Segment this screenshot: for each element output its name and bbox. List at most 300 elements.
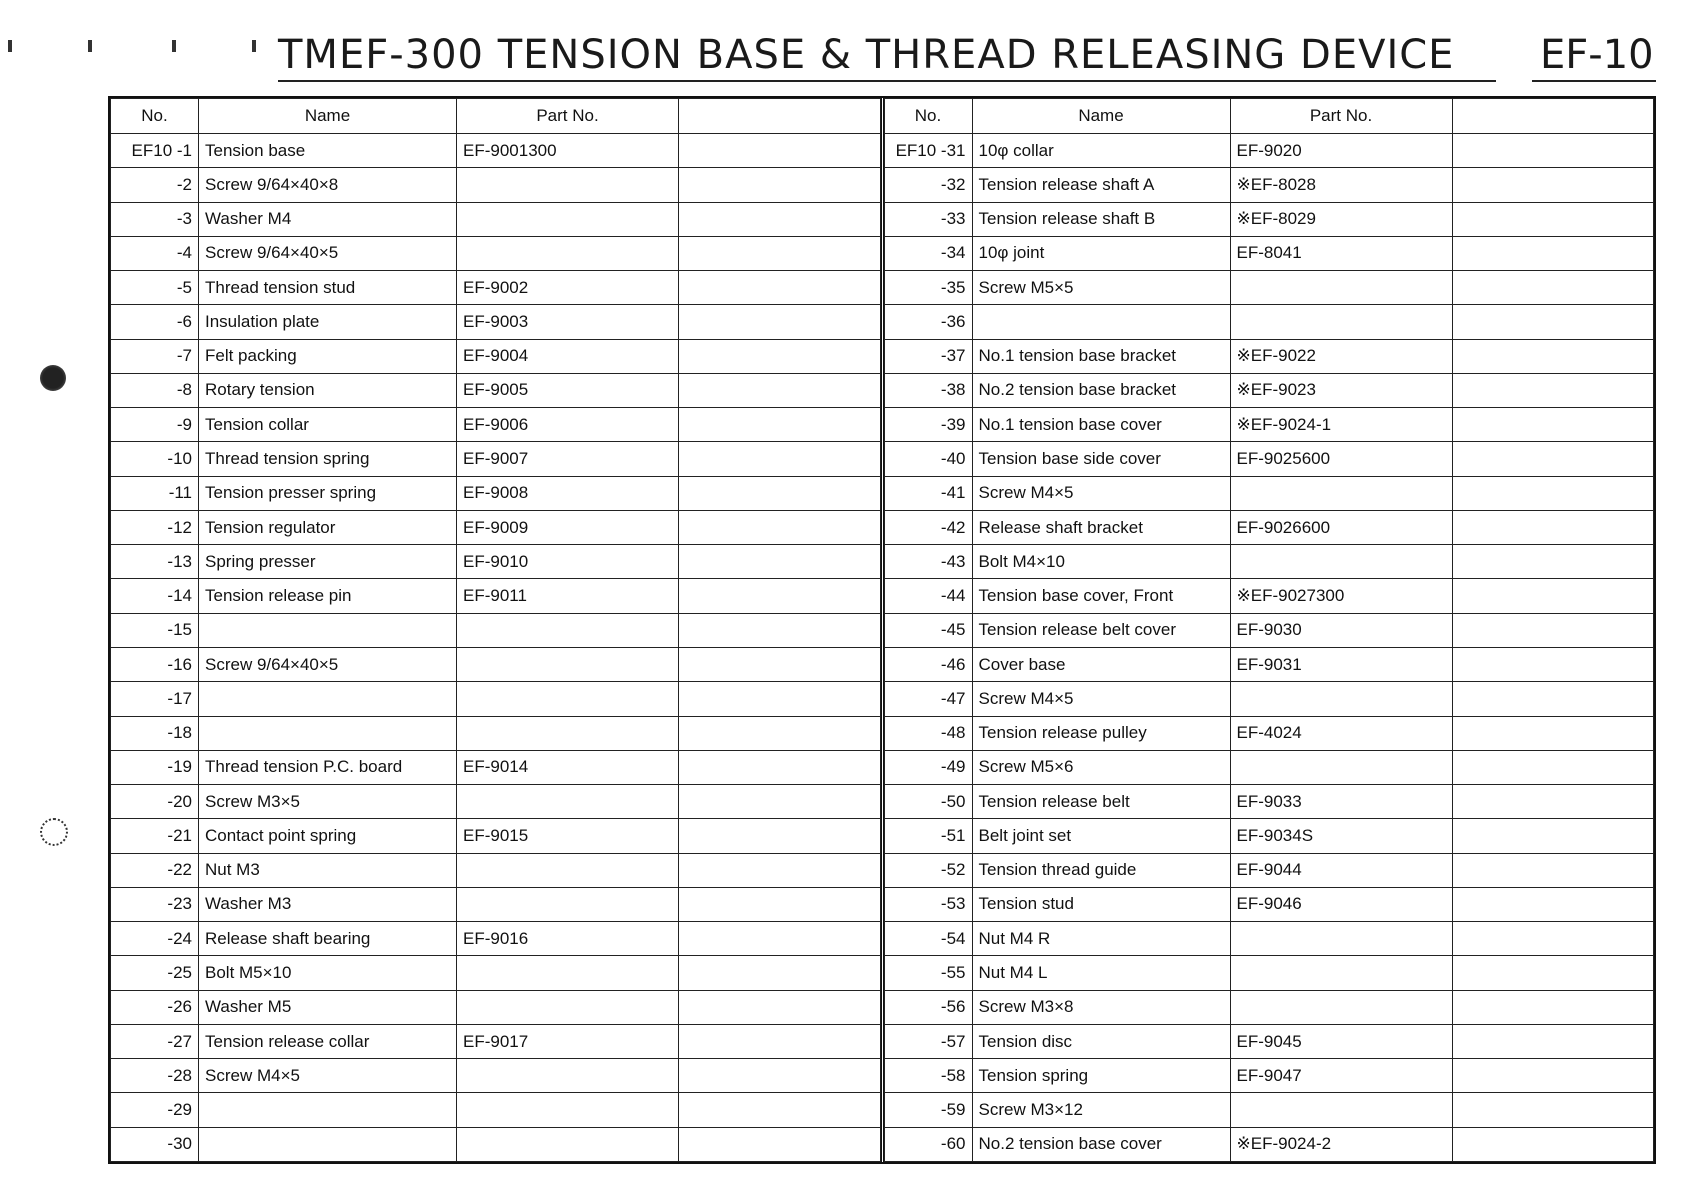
part-code	[1230, 750, 1452, 784]
table-row	[884, 647, 1654, 681]
table-row	[111, 922, 881, 956]
part-number-index: -55	[884, 956, 972, 990]
column-header-part-no: Part No.	[457, 99, 679, 134]
part-number-index: -59	[884, 1093, 972, 1127]
part-code	[1230, 545, 1452, 579]
blank-cell	[1452, 134, 1654, 168]
part-number-index: -47	[884, 682, 972, 716]
part-code: EF-9025600	[1230, 442, 1452, 476]
table-row	[111, 236, 881, 270]
part-code: EF-9033	[1230, 785, 1452, 819]
part-code	[457, 716, 679, 750]
blank-cell	[679, 545, 881, 579]
part-code	[1230, 682, 1452, 716]
table-row	[884, 408, 1654, 442]
part-name: Tension base side cover	[972, 442, 1230, 476]
part-number-index: -38	[884, 373, 972, 407]
part-number-index: -23	[111, 887, 199, 921]
column-header-no: No.	[111, 99, 199, 134]
table-row	[111, 271, 881, 305]
blank-cell	[679, 134, 881, 168]
blank-cell	[679, 1024, 881, 1058]
part-number-index: -26	[111, 990, 199, 1024]
part-name: Tension presser spring	[199, 476, 457, 510]
blank-cell	[1452, 510, 1654, 544]
part-code	[457, 647, 679, 681]
part-number-index: -7	[111, 339, 199, 373]
part-number-index: -51	[884, 819, 972, 853]
blank-cell	[1452, 1127, 1654, 1161]
blank-cell	[1452, 202, 1654, 236]
blank-cell	[1452, 716, 1654, 750]
table-row	[884, 202, 1654, 236]
part-code: EF-9005	[457, 373, 679, 407]
part-name: No.1 tension base cover	[972, 408, 1230, 442]
table-row	[111, 202, 881, 236]
part-name: Screw M4×5	[972, 476, 1230, 510]
part-name: Tension spring	[972, 1059, 1230, 1093]
blank-cell	[679, 887, 881, 921]
part-name: Tension release pin	[199, 579, 457, 613]
table-row	[111, 990, 881, 1024]
blank-cell	[679, 442, 881, 476]
parts-table-right	[881, 98, 1655, 1162]
part-name: Belt joint set	[972, 819, 1230, 853]
part-number-index: -45	[884, 613, 972, 647]
part-code: EF-9014	[457, 750, 679, 784]
part-name: Screw M4×5	[199, 1059, 457, 1093]
binder-mark	[172, 40, 176, 52]
part-name: Tension release shaft B	[972, 202, 1230, 236]
table-row	[111, 442, 881, 476]
part-number-index: -56	[884, 990, 972, 1024]
part-code	[1230, 922, 1452, 956]
part-code: EF-9002	[457, 271, 679, 305]
binder-mark	[8, 40, 12, 52]
part-number-index: -3	[111, 202, 199, 236]
part-name: Screw M3×5	[199, 785, 457, 819]
blank-cell	[1452, 408, 1654, 442]
table-row	[884, 373, 1654, 407]
part-name: No.2 tension base cover	[972, 1127, 1230, 1161]
table-row	[884, 750, 1654, 784]
part-code: EF-9046	[1230, 887, 1452, 921]
part-number-index: -21	[111, 819, 199, 853]
part-code: EF-4024	[1230, 716, 1452, 750]
table-row	[884, 545, 1654, 579]
blank-cell	[1452, 271, 1654, 305]
page-code: EF-10	[1540, 32, 1654, 78]
blank-cell	[1452, 613, 1654, 647]
page-title: TMEF-300 TENSION BASE & THREAD RELEASING DEVICE	[278, 32, 1455, 78]
part-name	[199, 682, 457, 716]
blank-cell	[679, 202, 881, 236]
part-name: Washer M3	[199, 887, 457, 921]
part-code: EF-9011	[457, 579, 679, 613]
part-name: Thread tension P.C. board	[199, 750, 457, 784]
column-header-name: Name	[199, 99, 457, 134]
part-code	[1230, 476, 1452, 510]
table-row	[884, 579, 1654, 613]
blank-cell	[679, 819, 881, 853]
blank-cell	[679, 168, 881, 202]
table-row	[884, 305, 1654, 339]
blank-cell	[679, 647, 881, 681]
blank-cell	[679, 476, 881, 510]
part-number-index: -8	[111, 373, 199, 407]
part-name: Tension disc	[972, 1024, 1230, 1058]
table-row	[111, 853, 881, 887]
part-name: Bolt M5×10	[199, 956, 457, 990]
part-name: Contact point spring	[199, 819, 457, 853]
part-name: Screw M3×8	[972, 990, 1230, 1024]
table-row	[884, 168, 1654, 202]
part-code: EF-9003	[457, 305, 679, 339]
part-code: ※EF-8028	[1230, 168, 1452, 202]
part-code: EF-9044	[1230, 853, 1452, 887]
part-name: Screw 9/64×40×5	[199, 647, 457, 681]
table-row	[884, 956, 1654, 990]
part-code: EF-9020	[1230, 134, 1452, 168]
part-code: EF-9017	[457, 1024, 679, 1058]
table-row	[111, 682, 881, 716]
blank-cell	[1452, 168, 1654, 202]
part-code	[457, 887, 679, 921]
part-number-index: -28	[111, 1059, 199, 1093]
blank-cell	[679, 1093, 881, 1127]
part-code: EF-9008	[457, 476, 679, 510]
part-code	[1230, 305, 1452, 339]
table-row	[884, 613, 1654, 647]
part-number-index: EF10 -1	[111, 134, 199, 168]
part-code: EF-9045	[1230, 1024, 1452, 1058]
blank-cell	[1452, 647, 1654, 681]
blank-cell	[1452, 579, 1654, 613]
part-name: Tension stud	[972, 887, 1230, 921]
blank-cell	[1452, 956, 1654, 990]
part-code: EF-8041	[1230, 236, 1452, 270]
part-code	[457, 990, 679, 1024]
part-number-index: -19	[111, 750, 199, 784]
part-name: Rotary tension	[199, 373, 457, 407]
blank-cell	[1452, 853, 1654, 887]
part-name: Nut M3	[199, 853, 457, 887]
blank-cell	[1452, 887, 1654, 921]
punch-hole-icon	[40, 365, 66, 391]
part-code: ※EF-9024-1	[1230, 408, 1452, 442]
part-code: ※EF-8029	[1230, 202, 1452, 236]
part-name: Tension regulator	[199, 510, 457, 544]
part-number-index: -14	[111, 579, 199, 613]
part-name: Tension release pulley	[972, 716, 1230, 750]
blank-cell	[1452, 682, 1654, 716]
blank-cell	[679, 956, 881, 990]
table-row	[111, 510, 881, 544]
table-row	[111, 716, 881, 750]
table-row	[111, 785, 881, 819]
table-row	[111, 545, 881, 579]
blank-cell	[679, 785, 881, 819]
part-name: Screw M5×6	[972, 750, 1230, 784]
part-number-index: -18	[111, 716, 199, 750]
part-number-index: -49	[884, 750, 972, 784]
part-code	[457, 1059, 679, 1093]
part-name: Insulation plate	[199, 305, 457, 339]
part-name: 10φ joint	[972, 236, 1230, 270]
column-header-part-no: Part No.	[1230, 99, 1452, 134]
part-number-index: -24	[111, 922, 199, 956]
table-row	[884, 990, 1654, 1024]
part-number-index: -9	[111, 408, 199, 442]
blank-cell	[679, 682, 881, 716]
part-number-index: -53	[884, 887, 972, 921]
part-name	[199, 1127, 457, 1161]
table-row	[111, 373, 881, 407]
table-header-row	[884, 99, 1654, 134]
part-name: Tension release belt cover	[972, 613, 1230, 647]
part-number-index: -27	[111, 1024, 199, 1058]
part-name: 10φ collar	[972, 134, 1230, 168]
table-row	[111, 750, 881, 784]
column-header-blank	[1452, 99, 1654, 134]
part-number-index: -48	[884, 716, 972, 750]
title-underline	[278, 80, 1496, 82]
blank-cell	[1452, 1024, 1654, 1058]
part-name: Bolt M4×10	[972, 545, 1230, 579]
part-code	[457, 1127, 679, 1161]
table-header-row	[111, 99, 881, 134]
part-name	[972, 305, 1230, 339]
part-code: ※EF-9027300	[1230, 579, 1452, 613]
blank-cell	[679, 1059, 881, 1093]
table-row	[884, 887, 1654, 921]
column-header-no: No.	[884, 99, 972, 134]
table-row	[111, 134, 881, 168]
part-code	[1230, 1093, 1452, 1127]
table-row	[884, 339, 1654, 373]
part-name: Washer M4	[199, 202, 457, 236]
part-number-index: -11	[111, 476, 199, 510]
blank-cell	[1452, 1093, 1654, 1127]
part-name: No.1 tension base bracket	[972, 339, 1230, 373]
table-row	[111, 1127, 881, 1161]
part-name: Tension release belt	[972, 785, 1230, 819]
blank-cell	[1452, 750, 1654, 784]
part-name: Screw M5×5	[972, 271, 1230, 305]
part-number-index: -2	[111, 168, 199, 202]
part-name: Tension collar	[199, 408, 457, 442]
blank-cell	[679, 853, 881, 887]
part-name: Screw 9/64×40×5	[199, 236, 457, 270]
table-row	[111, 613, 881, 647]
part-name: No.2 tension base bracket	[972, 373, 1230, 407]
part-number-index: -42	[884, 510, 972, 544]
part-name	[199, 1093, 457, 1127]
blank-cell	[1452, 476, 1654, 510]
part-code	[457, 613, 679, 647]
blank-cell	[679, 716, 881, 750]
table-row	[884, 271, 1654, 305]
part-number-index: -12	[111, 510, 199, 544]
blank-cell	[1452, 922, 1654, 956]
part-code: ※EF-9022	[1230, 339, 1452, 373]
blank-cell	[679, 510, 881, 544]
table-row	[884, 682, 1654, 716]
part-code	[457, 682, 679, 716]
blank-cell	[679, 613, 881, 647]
table-row	[884, 853, 1654, 887]
part-number-index: -33	[884, 202, 972, 236]
part-code: EF-9031	[1230, 647, 1452, 681]
part-code: EF-9004	[457, 339, 679, 373]
part-number-index: -20	[111, 785, 199, 819]
punch-hole-icon	[40, 818, 68, 846]
part-code	[457, 168, 679, 202]
part-name: Tension thread guide	[972, 853, 1230, 887]
part-number-index: -34	[884, 236, 972, 270]
part-name: Screw M4×5	[972, 682, 1230, 716]
part-number-index: -29	[111, 1093, 199, 1127]
part-code	[1230, 271, 1452, 305]
part-name: Screw M3×12	[972, 1093, 1230, 1127]
part-name: Felt packing	[199, 339, 457, 373]
part-name	[199, 716, 457, 750]
table-row	[111, 819, 881, 853]
table-row	[884, 1024, 1654, 1058]
part-number-index: -41	[884, 476, 972, 510]
part-code	[457, 956, 679, 990]
part-number-index: -57	[884, 1024, 972, 1058]
part-name: Thread tension spring	[199, 442, 457, 476]
part-number-index: -22	[111, 853, 199, 887]
blank-cell	[679, 990, 881, 1024]
part-name: Washer M5	[199, 990, 457, 1024]
blank-cell	[679, 373, 881, 407]
part-code	[1230, 956, 1452, 990]
blank-cell	[679, 922, 881, 956]
parts-table-right-body	[884, 134, 1654, 1162]
part-number-index: -52	[884, 853, 972, 887]
part-code: EF-9007	[457, 442, 679, 476]
binder-mark	[88, 40, 92, 52]
part-name: Tension base	[199, 134, 457, 168]
blank-cell	[1452, 305, 1654, 339]
table-row	[884, 236, 1654, 270]
parts-list-sheet	[108, 96, 1656, 1164]
table-row	[884, 1093, 1654, 1127]
blank-cell	[1452, 373, 1654, 407]
part-number-index: -30	[111, 1127, 199, 1161]
parts-table-left	[110, 98, 881, 1162]
table-row	[111, 647, 881, 681]
table-row	[111, 579, 881, 613]
blank-cell	[1452, 545, 1654, 579]
table-row	[111, 408, 881, 442]
blank-cell	[1452, 1059, 1654, 1093]
table-row	[884, 819, 1654, 853]
part-name: Tension release collar	[199, 1024, 457, 1058]
part-code: ※EF-9024-2	[1230, 1127, 1452, 1161]
part-code: EF-9010	[457, 545, 679, 579]
part-number-index: -43	[884, 545, 972, 579]
blank-cell	[679, 271, 881, 305]
part-code: ※EF-9023	[1230, 373, 1452, 407]
part-code: EF-9015	[457, 819, 679, 853]
part-code	[457, 1093, 679, 1127]
part-name: Screw 9/64×40×8	[199, 168, 457, 202]
part-number-index: -58	[884, 1059, 972, 1093]
part-code: EF-9006	[457, 408, 679, 442]
part-number-index: -5	[111, 271, 199, 305]
blank-cell	[679, 750, 881, 784]
part-code	[457, 785, 679, 819]
part-number-index: -35	[884, 271, 972, 305]
blank-cell	[1452, 785, 1654, 819]
table-row	[884, 442, 1654, 476]
part-code	[457, 202, 679, 236]
part-number-index: -44	[884, 579, 972, 613]
blank-cell	[1452, 819, 1654, 853]
table-row	[884, 510, 1654, 544]
part-name: Cover base	[972, 647, 1230, 681]
part-code: EF-9034S	[1230, 819, 1452, 853]
part-name: Tension release shaft A	[972, 168, 1230, 202]
blank-cell	[679, 408, 881, 442]
part-name: Release shaft bracket	[972, 510, 1230, 544]
table-row	[884, 1127, 1654, 1161]
part-code: EF-9009	[457, 510, 679, 544]
part-code: EF-9026600	[1230, 510, 1452, 544]
table-row	[884, 922, 1654, 956]
part-number-index: -17	[111, 682, 199, 716]
table-row	[884, 785, 1654, 819]
parts-table-left-body	[111, 134, 881, 1162]
part-number-index: -36	[884, 305, 972, 339]
blank-cell	[1452, 442, 1654, 476]
part-number-index: -13	[111, 545, 199, 579]
part-number-index: -10	[111, 442, 199, 476]
table-row	[111, 168, 881, 202]
part-number-index: -46	[884, 647, 972, 681]
part-number-index: -15	[111, 613, 199, 647]
blank-cell	[1452, 339, 1654, 373]
blank-cell	[679, 305, 881, 339]
table-row	[111, 956, 881, 990]
binder-mark	[252, 40, 256, 52]
part-number-index: -50	[884, 785, 972, 819]
part-name: Thread tension stud	[199, 271, 457, 305]
part-number-index: -16	[111, 647, 199, 681]
table-row	[111, 1093, 881, 1127]
table-row	[111, 305, 881, 339]
part-number-index: -6	[111, 305, 199, 339]
part-code	[1230, 990, 1452, 1024]
part-number-index: -60	[884, 1127, 972, 1161]
column-header-blank	[679, 99, 881, 134]
part-number-index: -37	[884, 339, 972, 373]
part-name: Nut M4 R	[972, 922, 1230, 956]
blank-cell	[1452, 990, 1654, 1024]
table-row	[884, 476, 1654, 510]
part-name: Release shaft bearing	[199, 922, 457, 956]
part-name: Spring presser	[199, 545, 457, 579]
part-number-index: -32	[884, 168, 972, 202]
blank-cell	[679, 1127, 881, 1161]
part-code	[457, 853, 679, 887]
table-row	[111, 339, 881, 373]
part-code: EF-9030	[1230, 613, 1452, 647]
blank-cell	[679, 339, 881, 373]
